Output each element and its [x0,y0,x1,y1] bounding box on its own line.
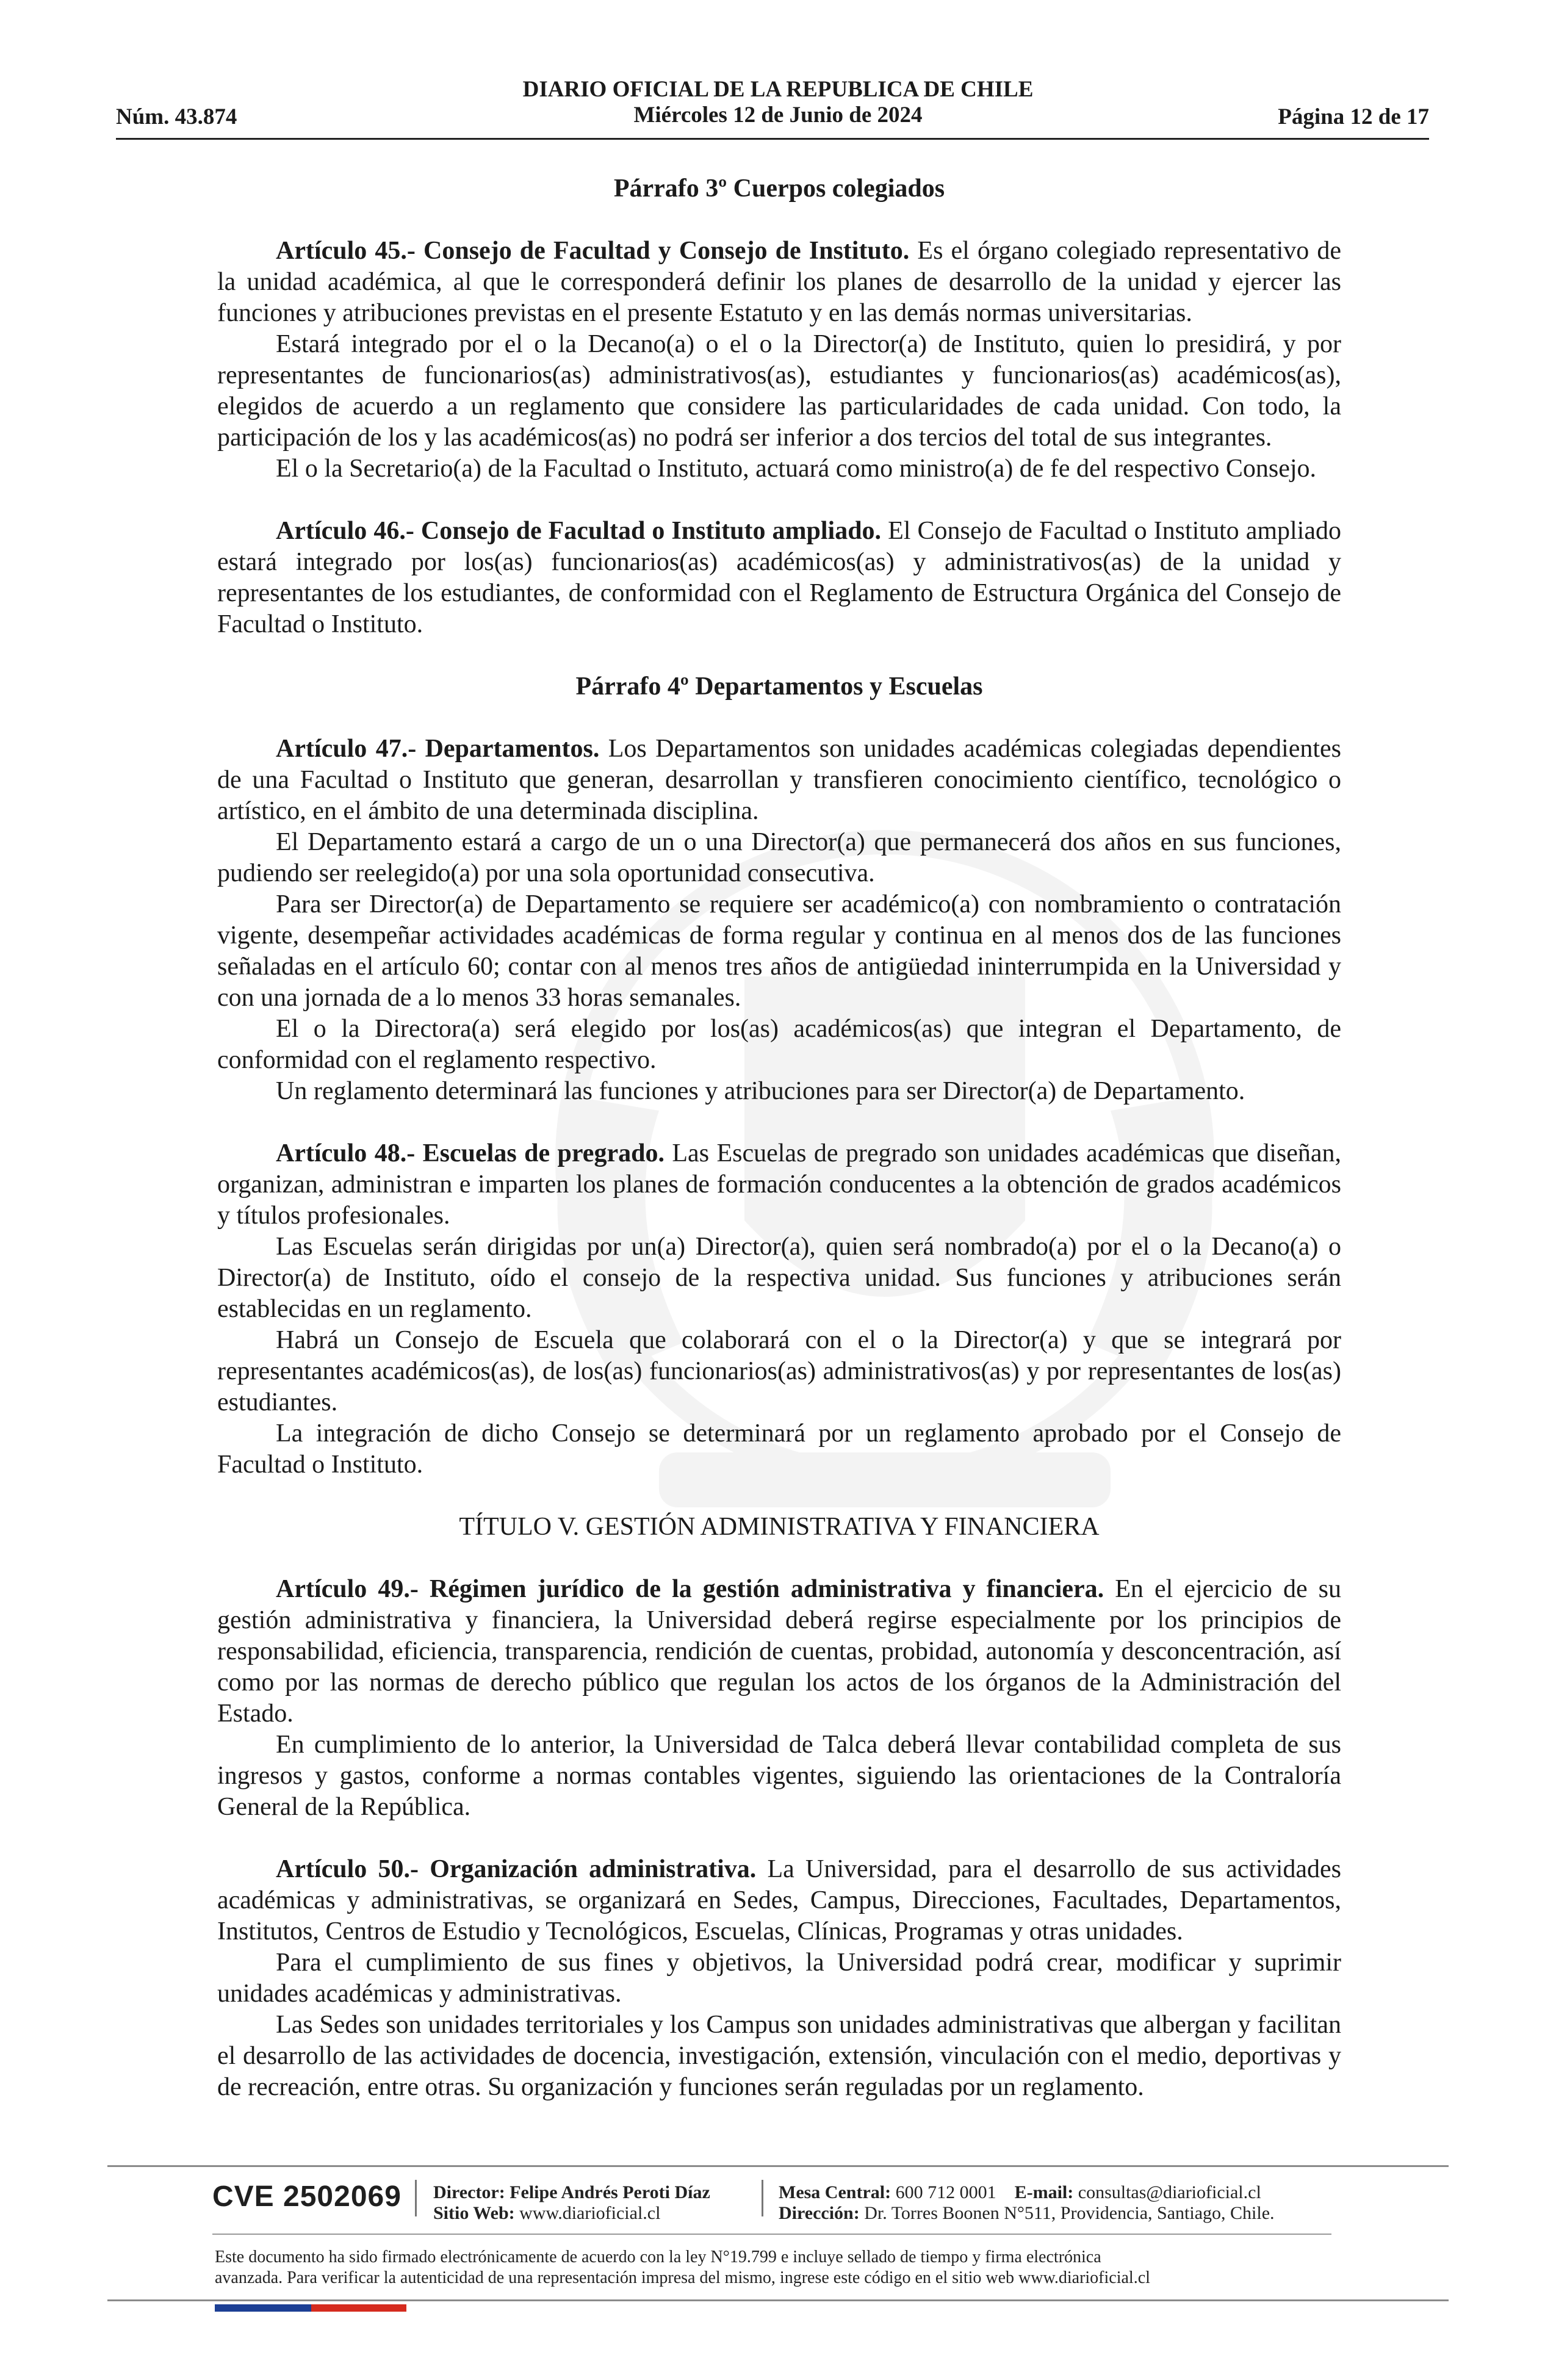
footer-director-block [433,2182,710,2224]
paragraph: Para ser Director(a) de Departamento se requiere ser académico(a) con nombramiento o contratación vigente, desempeñar actividades académicas de forma regular y continua en al menos dos de las funciones señaladas en el artículo 60; contar con al menos tres años de antigüedad ininterrumpida en la Universidad y con una jornada de a lo menos 33 horas semanales. [217,890,1341,1012]
article-text: Los Departamentos son unidades académicas colegiadas dependientes de una Facultad o Instituto que generan, desarrollan y transfieren conocimiento científico, tecnológico o artístico, en el ámbito de una determinada disciplina. [217,735,1341,825]
article-47 [217,734,1341,827]
article-heading: Artículo 49.- Régimen jurídico de la gestión administrativa y financiera. [276,1575,1104,1603]
document-body [217,173,1341,2103]
paragraph: En cumplimiento de lo anterior, la Universidad de Talca deberá llevar contabilidad completa de sus ingresos y gastos, conforme a normas contables vigentes, siguiendo las orientaciones de la Contraloría General de la República. [217,1731,1341,1821]
article-text: El Consejo de Facultad o Instituto ampliado estará integrado por los(as) funcionarios(as) académicos(as) y administrativos(as) de la unidad y representantes de los estudiantes, de conformidad con el Reglamento de Estructura Orgánica del Consejo de Facultad o Instituto. [217,517,1341,638]
article-text: En el ejercicio de su gestión administrativa y financiera, la Universidad deberá regirse especialmente por los principios de responsabilidad, eficiencia, transparencia, rendición de cuentas, probidad, autonomía y desconcentración, así como por las normas de derecho público que regulan los actos de los órganos de la Administración del Estado. [217,1575,1342,1728]
cve-code: CVE 2502069 [212,2180,402,2213]
mesa-label: Mesa Central: [779,2182,891,2202]
address-label: Dirección: [779,2203,860,2223]
article-text: Es el órgano colegiado representativo de la unidad académica, al que le corresponderá definir los planes de desarrollo de la unidad y ejercer las funciones y atribuciones previstas en el presente Estatuto y en las demás normas universitarias. [217,237,1342,327]
footer-divider [107,2299,1449,2301]
footer-separator [762,2180,763,2216]
article-text: Las Escuelas de pregrado son unidades académicas que diseñan, organizan, administran e imparten los planes de formación conducentes a la obtención de grados académicos y títulos profesionales. [217,1139,1342,1230]
article-heading: Artículo 45.- Consejo de Facultad y Consejo de Instituto. [276,237,910,265]
paragraph: Estará integrado por el o la Decano(a) o el o la Director(a) de Instituto, quien lo presidirá, y por representantes de funcionarios(as) administrativos(as), estudiantes y funcionarios(as) académicos(as), elegidos de acuerdo a un reglamento que considere las particularidades de cada unidad. Con todo, la participación de los y las académicos(as) no podrá ser inferior a dos tercios del total de sus integrantes. [217,330,1341,452]
footer-divider [212,2234,1331,2235]
article-46 [217,516,1341,640]
legal-notice [215,2247,1356,2288]
legal-line: Este documento ha sido firmado electrónicamente de acuerdo con la ley N°19.799 e incluye sellado de tiempo y firma electrónica [215,2248,1101,2266]
paragraph: Un reglamento determinará las funciones y atribuciones para ser Director(a) de Departamento. [276,1077,1245,1105]
flag-stripe-red [311,2304,406,2312]
issue-number: Núm. 43.874 [116,104,237,129]
footer-separator [415,2180,417,2216]
paragraph: El Departamento estará a cargo de un o una Director(a) que permanecerá dos años en sus funciones, pudiendo ser reelegido(a) por una sola oportunidad consecutiva. [217,828,1341,887]
article-heading: Artículo 48.- Escuelas de pregrado. [276,1139,665,1167]
paragraph: Habrá un Consejo de Escuela que colaborará con el o la Director(a) y que se integrará por representantes académicos(as), de los(as) funcionarios(as) administrativos(as) y por representantes de los(as) estudiantes. [217,1326,1341,1416]
email-label: E-mail: [1014,2182,1074,2202]
mesa-phone: 600 712 0001 [895,2182,996,2202]
paragraph: El o la Directora(a) será elegido por los(as) académicos(as) que integran el Departamento, de conformidad con el reglamento respectivo. [217,1015,1341,1074]
title-heading: TÍTULO V. GESTIÓN ADMINISTRATIVA Y FINANCIERA [459,1513,1100,1541]
paragraph: La integración de dicho Consejo se determinará por un reglamento aprobado por el Consejo de Facultad o Instituto. [217,1419,1341,1479]
article-49 [217,1574,1341,1729]
web-label: Sitio Web: [433,2203,515,2223]
director-label: Director: [433,2182,505,2202]
article-50 [217,1854,1341,1947]
publication-title: DIARIO OFICIAL DE LA REPUBLICA DE CHILE [522,77,1034,102]
email-link[interactable]: consultas@diarioficial.cl [1078,2182,1261,2202]
paragraph: Para el cumplimiento de sus fines y objetivos, la Universidad podrá crear, modificar y suprimir unidades académicas y administrativas. [217,1949,1341,2008]
article-heading: Artículo 50.- Organización administrativa. [276,1855,757,1883]
article-48 [217,1138,1341,1231]
section-title: Párrafo 4º Departamentos y Escuelas [575,673,983,701]
address-value: Dr. Torres Boonen N°511, Providencia, Santiago, Chile. [864,2203,1275,2223]
paragraph: Las Escuelas serán dirigidas por un(a) Director(a), quien será nombrado(a) por el o la Decano(a) o Director(a) de Instituto, oído el consejo de la respectiva unidad. Sus funciones y atribuciones serán establecidas en un reglamento. [217,1233,1341,1323]
footer-divider [107,2165,1449,2167]
flag-stripe-blue [215,2304,311,2312]
legal-line: avanzada. Para verificar la autenticidad de una representación impresa del mismo, ingrese este código en el sitio web www.diarioficial.cl [215,2268,1150,2287]
article-text: La Universidad, para el desarrollo de sus actividades académicas y administrativas, se organizará en Sedes, Campus, Direcciones, Facultades, Departamentos, Institutos, Centros de Estudio y Tecnológicos, Escuelas, Clínicas, Programas y otras unidades. [217,1855,1341,1945]
section-title: Párrafo 3º Cuerpos colegiados [613,175,945,203]
article-heading: Artículo 46.- Consejo de Facultad o Instituto ampliado. [276,517,882,545]
article-45 [217,236,1341,329]
director-name: Felipe Andrés Peroti Díaz [510,2182,710,2202]
footer-contact-block [779,2182,1275,2224]
paragraph: Las Sedes son unidades territoriales y los Campus son unidades administrativas que albergan y facilitan el desarrollo de las actividades de docencia, investigación, extensión, vinculación con el medio, deportivas y de recreación, entre otras. Su organización y funciones serán reguladas por un reglamento. [217,2011,1341,2101]
header-divider [116,138,1429,140]
article-heading: Artículo 47.- Departamentos. [276,735,600,763]
paragraph: El o la Secretario(a) de la Facultad o Instituto, actuará como ministro(a) de fe del respectivo Consejo. [276,455,1317,483]
issue-date: Miércoles 12 de Junio de 2024 [633,103,923,128]
page-number: Página 12 de 17 [1278,104,1429,129]
web-link[interactable]: www.diarioficial.cl [519,2203,661,2223]
